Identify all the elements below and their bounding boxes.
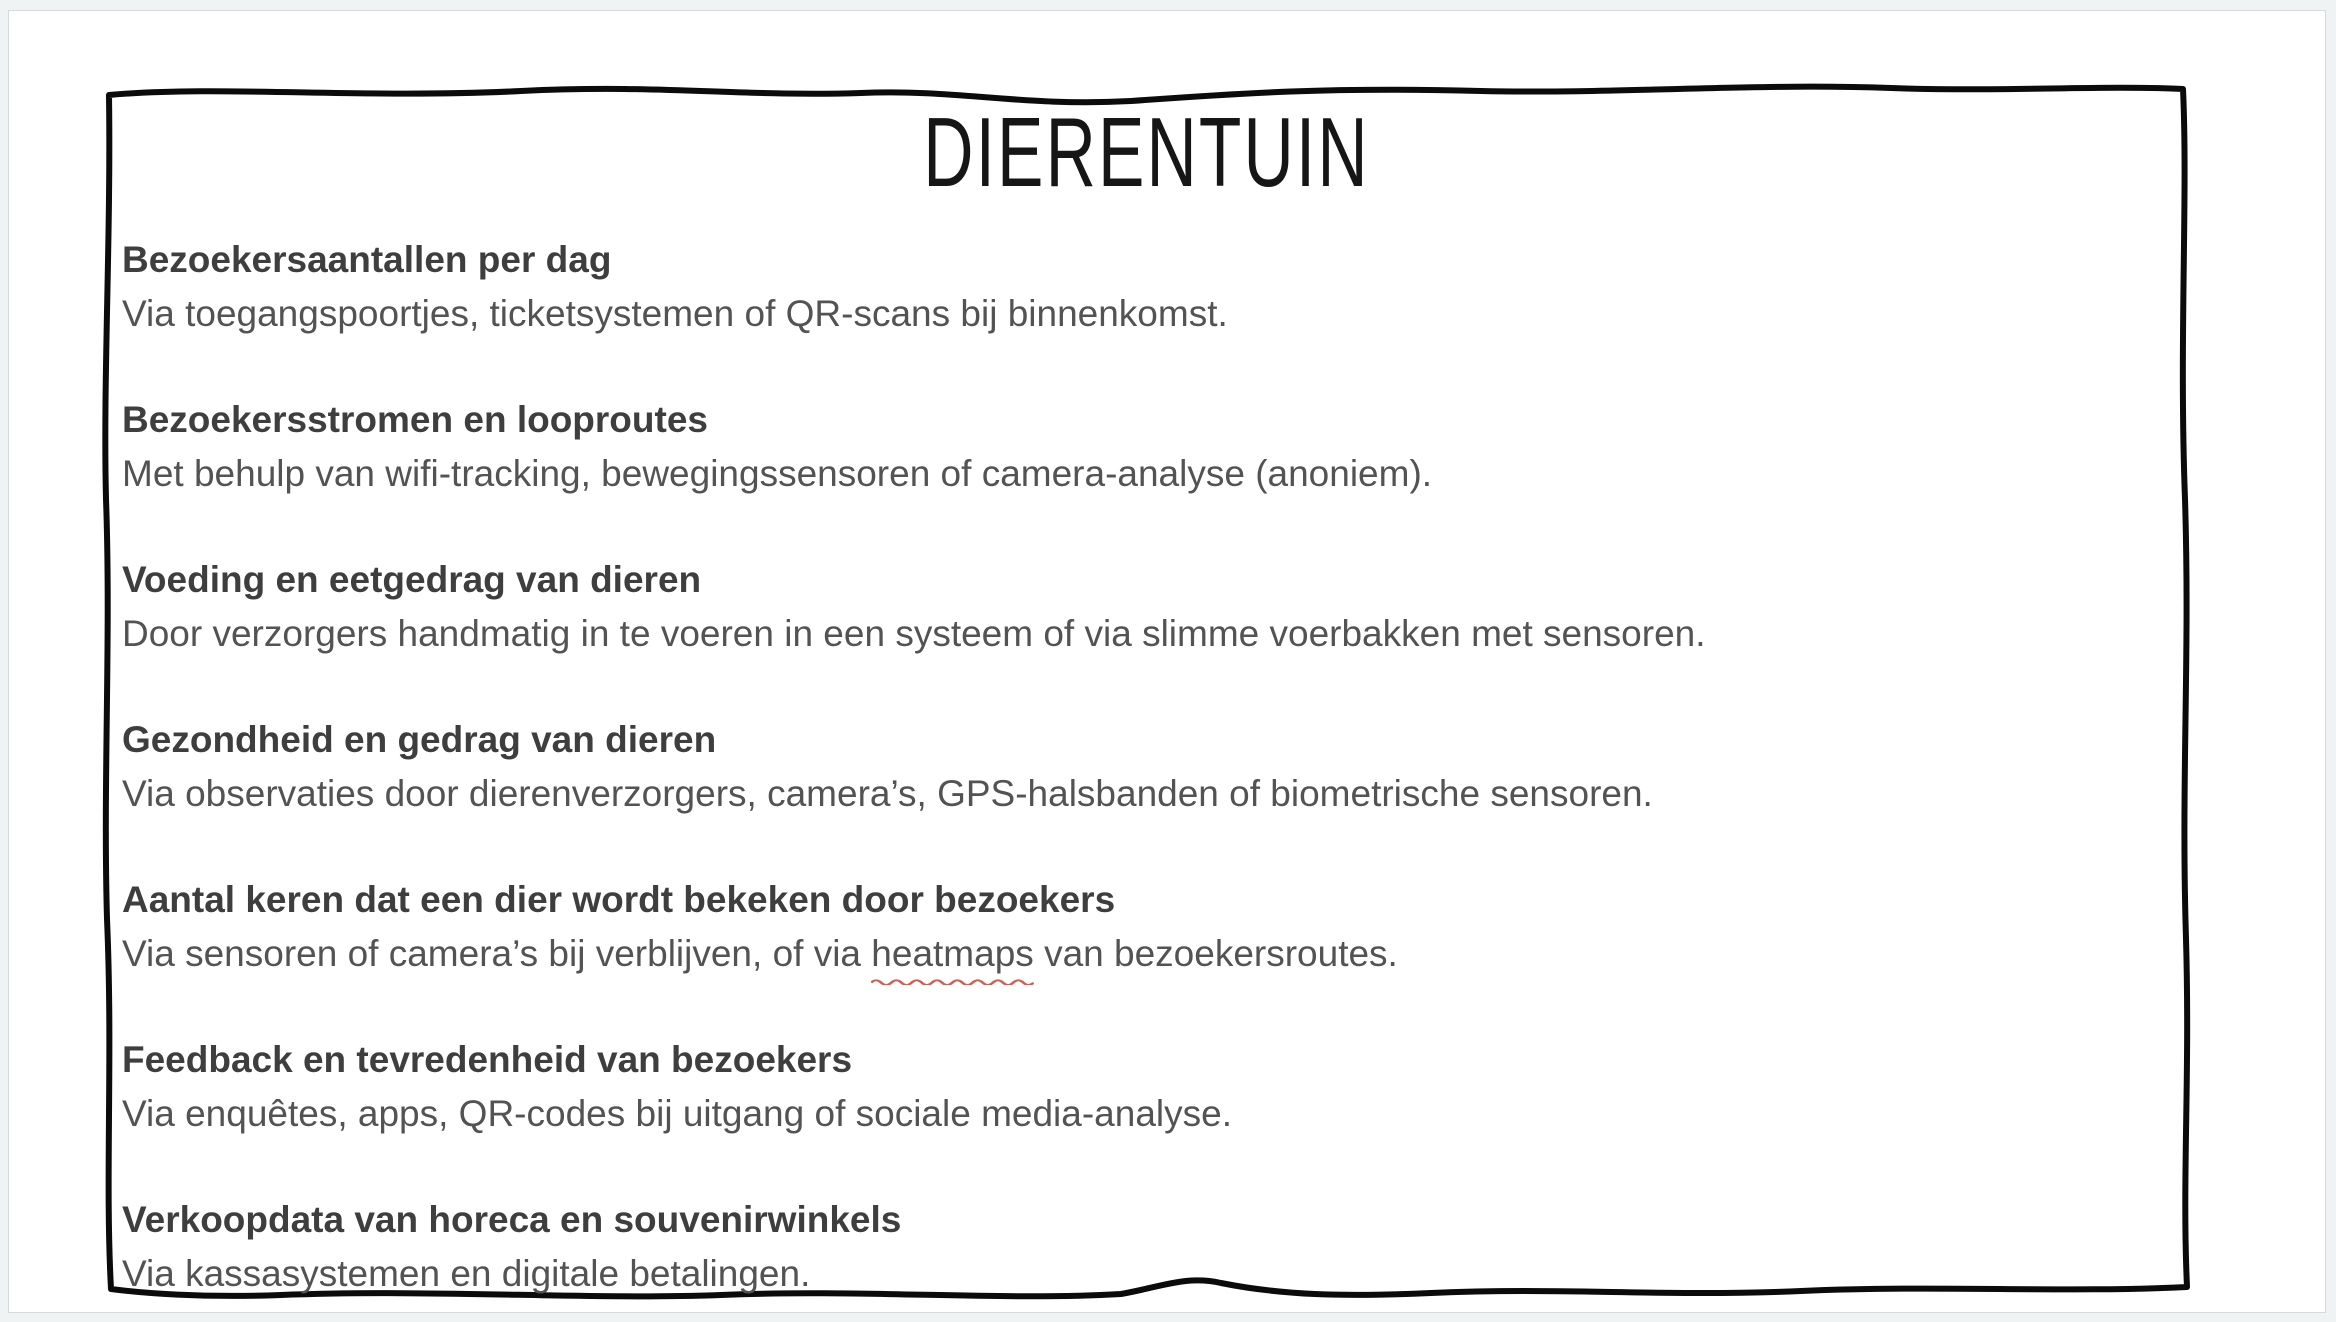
description-text-before: Via sensoren of camera’s bij verblijven, of via <box>122 933 872 974</box>
section-bezoekersstromen <box>122 393 2132 501</box>
section-description: Via toegangspoortjes, ticketsystemen of QR-scans bij binnenkomst. <box>122 293 1228 334</box>
section-description: Met behulp van wifi-tracking, bewegingssensoren of camera-analyse (anoniem). <box>122 453 1433 494</box>
section-aantal-keren-bekeken <box>122 873 2132 981</box>
sketch-frame-box <box>101 79 2192 1300</box>
section-heading: Bezoekersstromen en looproutes <box>122 399 708 440</box>
misspelled-word-text: heatmaps <box>871 933 1034 974</box>
description-text-after: van bezoekersroutes. <box>1033 933 1398 974</box>
misspelled-word <box>871 927 1034 981</box>
slide-canvas <box>8 10 2326 1313</box>
section-heading: Verkoopdata van horeca en souvenirwinkels <box>122 1199 902 1240</box>
spellcheck-squiggle-icon <box>871 978 1034 985</box>
section-description <box>122 927 2132 981</box>
title-row <box>101 97 2192 207</box>
section-description: Via kassasystemen en digitale betalingen. <box>122 1253 811 1294</box>
section-feedback <box>122 1033 2132 1141</box>
section-gezondheid <box>122 713 2132 821</box>
slide-title: DIERENTUIN <box>923 97 1370 207</box>
section-bezoekersaantallen <box>122 233 2132 341</box>
section-description: Door verzorgers handmatig in te voeren in een systeem of via slimme voerbakken met sensoren. <box>122 613 1706 654</box>
section-heading: Bezoekersaantallen per dag <box>122 239 612 280</box>
section-heading: Aantal keren dat een dier wordt bekeken door bezoekers <box>122 879 1116 920</box>
section-heading: Gezondheid en gedrag van dieren <box>122 719 717 760</box>
section-heading: Voeding en eetgedrag van dieren <box>122 559 702 600</box>
section-heading: Feedback en tevredenheid van bezoekers <box>122 1039 853 1080</box>
section-verkoopdata <box>122 1193 2132 1301</box>
section-voeding <box>122 553 2132 661</box>
section-description: Via enquêtes, apps, QR-codes bij uitgang of sociale media-analyse. <box>122 1093 1232 1134</box>
sections-list <box>122 233 2132 1322</box>
section-description: Via observaties door dierenverzorgers, camera’s, GPS-halsbanden of biometrische sensoren. <box>122 773 1653 814</box>
